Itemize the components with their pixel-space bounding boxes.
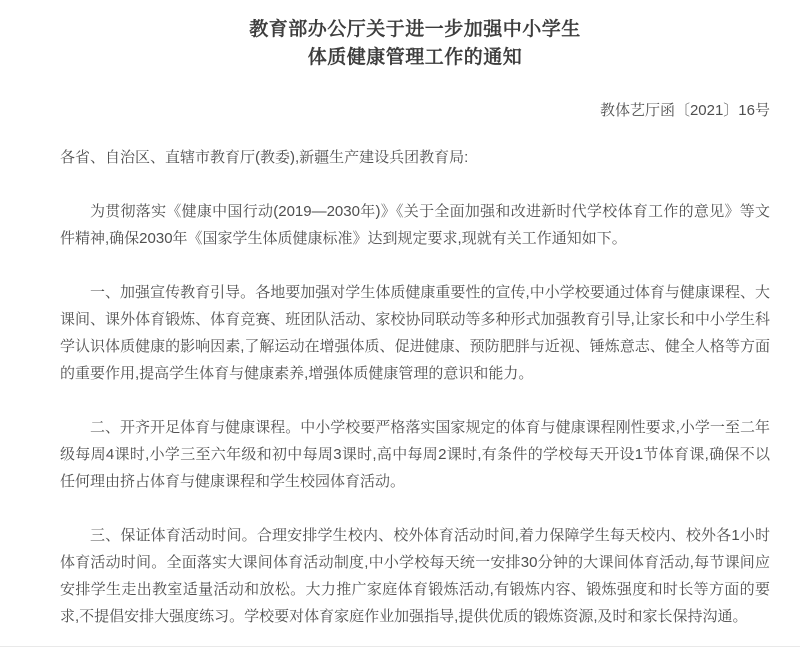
notice-paragraph-section-1: 一、加强宣传教育引导。各地要加强对学生体质健康重要性的宣传,中小学校要通过体育与健康课程、大课间、课外体育锻炼、体育竞赛、班团队活动、家校协同联动等多种形式加强教育引导,让家长和中小学生科学认识体质健康的影响因素,了解运动在增强体质、促进健康、预防肥胖与近视、锤炼意志、健全人格等方面的重要作用,提高学生体育与健康素养,增强体质健康管理的意识和能力。	[60, 284, 770, 382]
document-number: 教体艺厅函〔2021〕16号	[599, 102, 770, 119]
notice-title	[60, 16, 770, 72]
notice-title-line-1: 教育部办公厅关于进一步加强中小学生	[249, 19, 581, 40]
notice-paragraph-section-3: 三、保证体育活动时间。合理安排学生校内、校外体育活动时间,着力保障学生每天校内、校外各1小时体育活动时间。全面落实大课间体育活动制度,中小学校每天统一安排30分钟的大课间体育活动,每节课间应安排学生走出教室适量活动和放松。大力推广家庭体育锻炼活动,有锻炼内容、锻炼强度和时长等方面的要求,不提倡安排大强度练习。学校要对体育家庭作业加强指导,提供优质的锻炼资源,及时和家长保持沟通。	[60, 527, 770, 625]
notice-paragraph-section-2: 二、开齐开足体育与健康课程。中小学校要严格落实国家规定的体育与健康课程刚性要求,小学一至二年级每周4课时,小学三至六年级和初中每周3课时,高中每周2课时,有条件的学校每天开设1节体育课,确保不以任何理由挤占体育与健康课程和学生校园体育活动。	[60, 419, 770, 490]
bottom-divider	[0, 646, 800, 647]
notice-paragraph-intro: 为贯彻落实《健康中国行动(2019—2030年)》《关于全面加强和改进新时代学校体育工作的意见》等文件精神,确保2030年《国家学生体质健康标准》达到规定要求,现就有关工作通知如下。	[60, 203, 770, 247]
notice-title-line-2: 体质健康管理工作的通知	[307, 47, 523, 68]
salutation-line: 各省、自治区、直辖市教育厅(教委),新疆生产建设兵团教育局:	[60, 149, 469, 166]
